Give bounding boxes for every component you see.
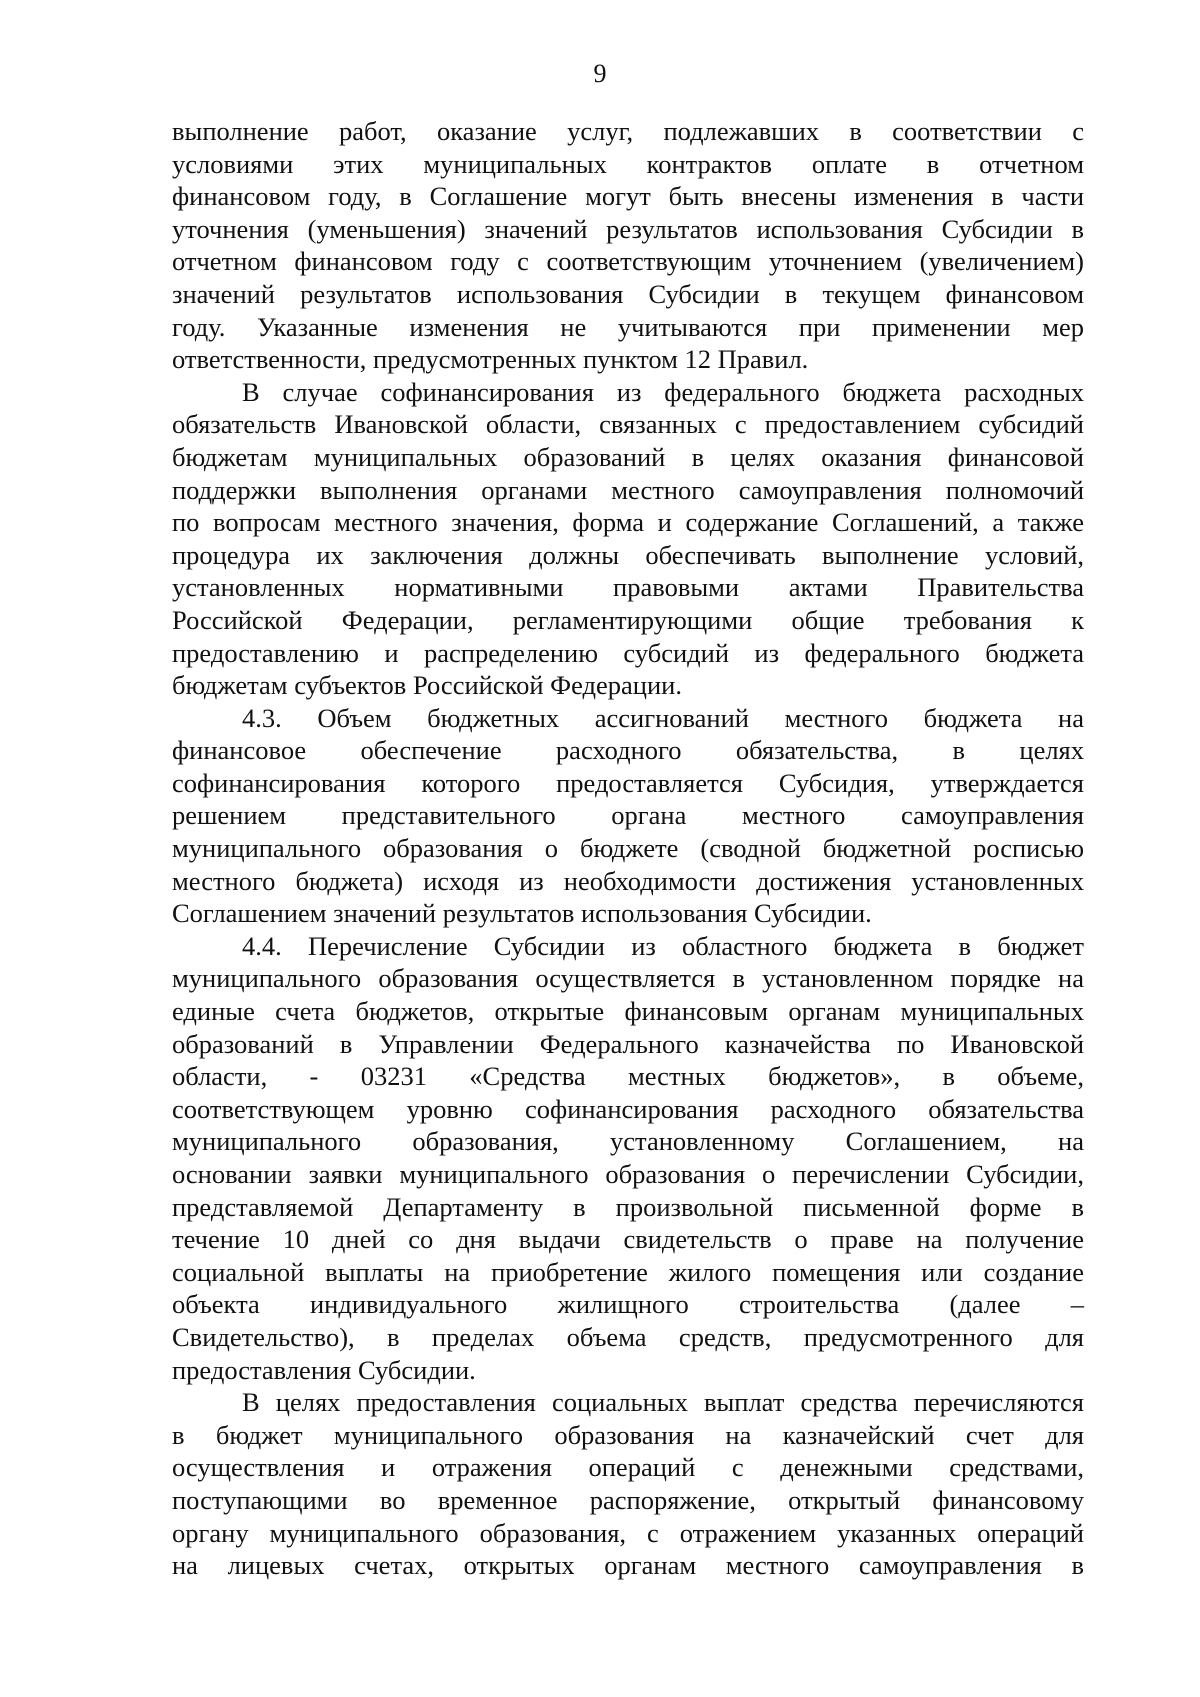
text-line: бюджетам субъектов Российской Федерации. xyxy=(172,670,682,701)
text-line: бюджетам муниципальных образований в целях оказания финансовой xyxy=(172,441,1084,472)
text-line: В случае софинансирования из федерального бюджета расходных xyxy=(242,376,1084,407)
text-line: местного бюджета) исходя из необходимости достижения установленных xyxy=(172,865,1084,896)
page-number: 9 xyxy=(593,59,607,88)
text-line: осуществления и отражения операций с денежными средствами, xyxy=(172,1452,1084,1483)
text-line: софинансирования которого предоставляется Субсидия, утверждается xyxy=(172,767,1084,798)
paragraph xyxy=(172,1386,1084,1582)
text-line: отчетном финансовом году с соответствующим уточнением (увеличением) xyxy=(172,246,1084,277)
text-line: обязательств Ивановской области, связанных с предоставлением субсидий xyxy=(172,409,1084,440)
text-line: образований в Управлении Федерального казначейства по Ивановской xyxy=(172,1028,1084,1059)
text-line: Соглашением значений результатов использования Субсидии. xyxy=(172,898,872,929)
text-line: основании заявки муниципального образования о перечислении Субсидии, xyxy=(172,1159,1084,1189)
text-line: условиями этих муниципальных контрактов оплате в отчетном xyxy=(172,148,1084,179)
text-line: в бюджет муниципального образования на казначейский счет для xyxy=(172,1419,1084,1450)
text-line: на лицевых счетах, открытых органам местного самоуправления в xyxy=(172,1550,1084,1581)
text-line: выполнение работ, оказание услуг, подлежавших в соответствии с xyxy=(172,116,1084,146)
text-line: финансовом году, в Соглашение могут быть внесены изменения в части xyxy=(172,181,1084,212)
text-line: Свидетельство), в пределах объема средств, предусмотренного для xyxy=(172,1321,1084,1352)
text-line: установленных нормативными правовыми актами Правительства xyxy=(172,572,1084,603)
text-line: поддержки выполнения органами местного самоуправления полномочий xyxy=(172,474,1084,505)
text-line: социальной выплаты на приобретение жилого помещения или создание xyxy=(172,1256,1084,1287)
text-line: ответственности, предусмотренных пунктом 12 Правил. xyxy=(172,344,809,375)
text-line: предоставления Субсидии. xyxy=(172,1354,476,1385)
text-line: муниципального образования о бюджете (сводной бюджетной росписью xyxy=(172,833,1084,864)
text-line: по вопросам местного значения, форма и содержание Соглашений, а также xyxy=(172,507,1084,538)
text-line: органу муниципального образования, с отражением указанных операций xyxy=(172,1517,1084,1548)
text-line: представляемой Департаменту в произвольной письменной форме в xyxy=(172,1191,1084,1222)
text-line: объекта индивидуального жилищного строительства (далее – xyxy=(172,1289,1084,1320)
text-line: муниципального образования осуществляется в установленном порядке на xyxy=(172,963,1084,994)
text-line: решением представительного органа местного самоуправления xyxy=(172,800,1084,831)
text-line: процедура их заключения должны обеспечивать выполнение условий, xyxy=(172,539,1084,570)
text-line: муниципального образования, установленному Соглашением, на xyxy=(172,1126,1084,1157)
text-line: 4.3. Объем бюджетных ассигнований местного бюджета на xyxy=(242,702,1084,733)
text-line: единые счета бюджетов, открытые финансовым органам муниципальных xyxy=(172,996,1084,1027)
text-line: области, - 03231 «Средства местных бюджетов», в объеме, xyxy=(172,1061,1084,1092)
text-line: году. Указанные изменения не учитываются при применении мер xyxy=(172,311,1084,342)
text-line: соответствующем уровню софинансирования расходного обязательства xyxy=(172,1093,1084,1124)
text-line: уточнения (уменьшения) значений результатов использования Субсидии в xyxy=(172,213,1084,244)
text-line: финансовое обеспечение расходного обязательства, в целях xyxy=(172,735,1084,766)
text-line: течение 10 дней со дня выдачи свидетельств о праве на получение xyxy=(172,1224,1084,1255)
text-line: поступающими во временное распоряжение, открытый финансовому xyxy=(172,1484,1084,1515)
paragraph xyxy=(172,376,1084,702)
paragraph xyxy=(172,930,1084,1386)
paragraph xyxy=(172,702,1084,930)
text-line: Российской Федерации, регламентирующими общие требования к xyxy=(172,604,1084,635)
text-line: 4.4. Перечисление Субсидии из областного бюджета в бюджет xyxy=(242,930,1084,961)
paragraph xyxy=(172,115,1084,376)
text-line: предоставлению и распределению субсидий из федерального бюджета xyxy=(172,637,1084,668)
text-line: В целях предоставления социальных выплат средства перечисляются xyxy=(242,1387,1084,1418)
text-line: значений результатов использования Субсидии в текущем финансовом xyxy=(172,278,1084,309)
document-body xyxy=(172,115,1084,1582)
